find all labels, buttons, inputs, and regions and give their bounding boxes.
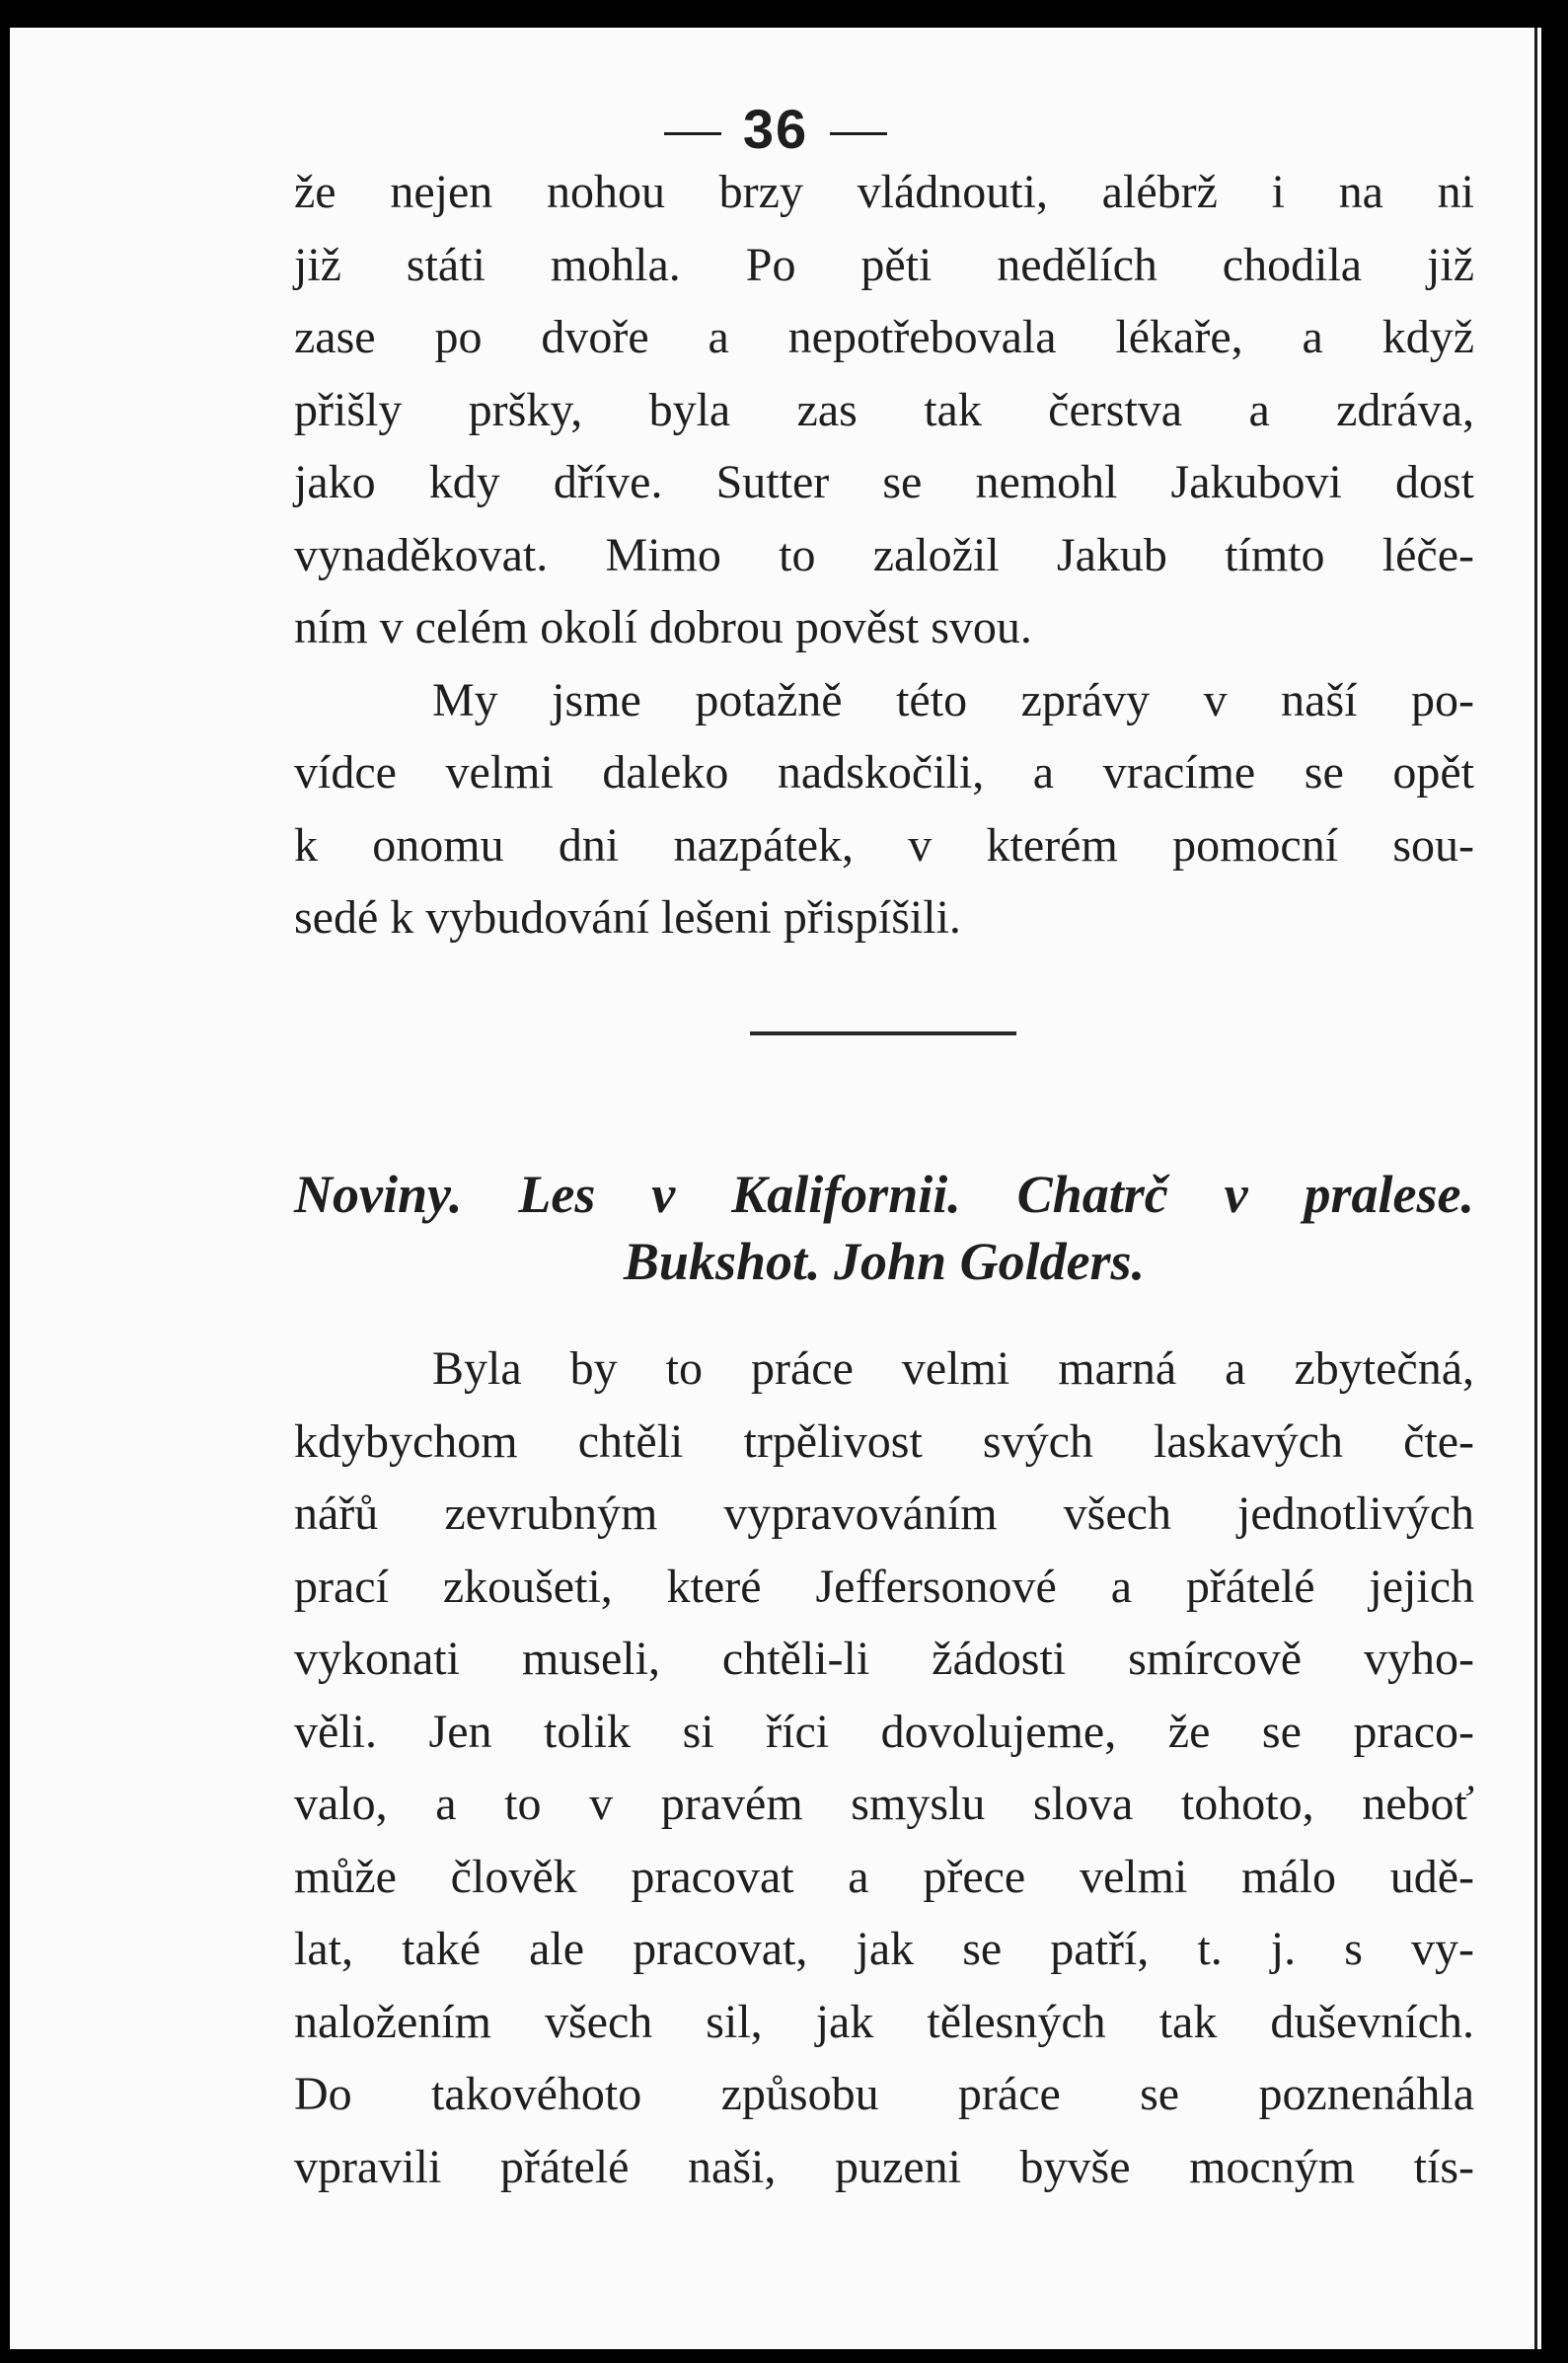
paragraph-2 — [294, 664, 1474, 954]
page-number-dash-left — [664, 132, 721, 135]
text-line: prací zkoušeti, které Jeffersonové a přátelé jejich — [294, 1560, 1474, 1613]
page-number-value: 36 — [742, 98, 809, 160]
text-line: naložením všech sil, jak tělesných tak duševních. — [294, 1995, 1474, 2048]
page-number — [10, 97, 1541, 161]
page-number-dash-right — [830, 132, 887, 135]
section-divider — [750, 1031, 1016, 1035]
chapter-heading — [294, 1161, 1474, 1295]
text-line: nářů zevrubným vypravováním všech jednotlivých — [294, 1487, 1474, 1540]
text-line: přišly pršky, byla zas tak čerstva a zdráva, — [294, 383, 1474, 436]
text-line: může člověk pracovat a přece velmi málo udě- — [294, 1850, 1474, 1903]
text-line: k onomu dni nazpátek, v kterém pomocní sou- — [294, 818, 1474, 872]
text-line: vídce velmi daleko nadskočili, a vracíme se opět — [294, 746, 1474, 799]
text-line: vykonati museli, chtěli-li žádosti smírcově vyho- — [294, 1633, 1474, 1685]
text-line: valo, a to v pravém smyslu slova tohoto, neboť — [294, 1778, 1474, 1830]
text-line: jako kdy dříve. Sutter se nemohl Jakubovi dost — [294, 456, 1474, 508]
page-edge-line — [1534, 28, 1537, 2349]
text-line: vynaděkovat. Mimo to založil Jakub tímto léče- — [294, 528, 1474, 581]
text-line: kdybychom chtěli trpělivost svých laskavých čte- — [294, 1414, 1474, 1468]
text-line: sedé k vybudování lešeni přispíšili. — [294, 891, 961, 944]
text-line: vpravili přátelé naši, puzeni byvše mocným tís- — [294, 2140, 1474, 2193]
text-line: Do takovéhoto způsobu práce se poznenáhla — [294, 2068, 1474, 2120]
text-line: zase po dvoře a nepotřebovala lékaře, a když — [294, 311, 1474, 363]
paragraph-continuation — [294, 156, 1474, 954]
book-page — [10, 28, 1541, 2349]
text-line: ním v celém okolí dobrou pověst svou. — [294, 601, 1032, 653]
text-line: věli. Jen tolik si říci dovolujeme, že se praco- — [294, 1705, 1474, 1758]
text-line: již státi mohla. Po pěti nedělích chodila již — [294, 238, 1474, 291]
text-line: lat, také ale pracovat, jak se patří, t. j. s vy- — [294, 1923, 1474, 1975]
chapter-heading-line-1: Noviny. Les v Kalifornii. Chatrč v pralese. — [294, 1165, 1474, 1224]
text-line: My jsme potažně této zprávy v naší po- — [432, 673, 1474, 726]
text-line: že nejen nohou brzy vládnouti, alébrž i na ni — [294, 166, 1474, 218]
paragraph-3 — [294, 1333, 1474, 2203]
text-line: Byla by to práce velmi marná a zbytečná, — [432, 1342, 1474, 1395]
chapter-heading-line-2: Bukshot. John Golders. — [623, 1232, 1146, 1291]
